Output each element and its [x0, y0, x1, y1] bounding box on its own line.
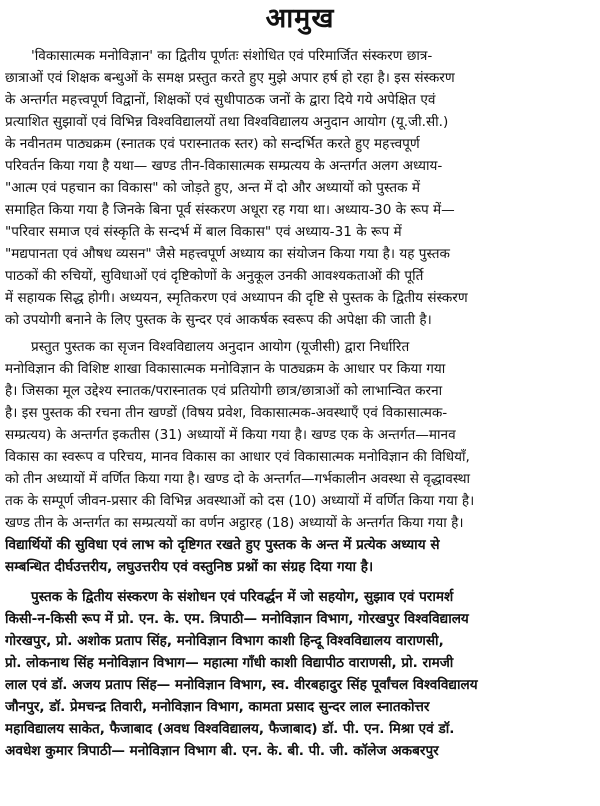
text-line: के अन्तर्गत महत्त्वपूर्ण विद्वानों, शिक्षकों एवं सुधीपाठक जनों के द्वारा दिये गये अपेक्षित एवं: [5, 92, 436, 108]
text-line: सम्प्रत्यय) के अन्तर्गत इकतीस (31) अध्यायों में किया गया है। खण्ड एक के अन्तर्गत—मानव: [5, 427, 456, 443]
text-line: के नवीनतम पाठ्यक्रम (स्नातक एवं परास्नातक स्तर) को सन्दर्भित करते हुए महत्त्वपूर्ण: [5, 136, 420, 152]
text-line: प्रो. लोकनाथ सिंह मनोविज्ञान विभाग— महात्मा गाँधी काशी विद्यापीठ वाराणसी, प्रो. रामजी: [5, 655, 454, 671]
text-line: है। जिसका मूल उद्देश्य स्नातक/परास्नातक एवं प्रतियोगी छात्र/छात्राओं को लाभान्वित करना: [5, 383, 443, 399]
paragraph-book-structure: [5, 336, 596, 578]
page-title: आमुख: [265, 3, 335, 34]
text-line: पाठकों की रुचियों, सुविधाओं एवं दृष्टिकोणों के अनुकूल उनकी आवश्यकताओं की पूर्ति: [5, 268, 424, 284]
text-line: महाविद्यालय साकेत, फैजाबाद (अवध विश्वविद्यालय, फैजाबाद) डॉ. पी. एन. मिश्रा एवं डॉ.: [5, 721, 455, 737]
text-line: किसी-न-किसी रूप में प्रो. एन. के. एम. त्रिपाठी— मनोविज्ञान विभाग, गोरखपुर विश्वविद्यालय: [5, 611, 469, 627]
text-line: पुस्तक के द्वितीय संस्करण के संशोधन एवं परिवर्द्धन में जो सहयोग, सुझाव एवं परामर्श: [31, 589, 454, 605]
paragraph-revision-intro: [5, 45, 596, 331]
text-line: खण्ड तीन के अन्तर्गत का सम्प्रत्ययों का वर्णन अट्ठारह (18) अध्यायों के अन्तर्गत किया गया है।: [5, 515, 464, 531]
document-body: [0, 45, 600, 762]
text-line: 'विकासात्मक मनोविज्ञान' का द्वितीय पूर्णतः संशोधित एवं परिमार्जित संस्करण छात्र-: [31, 48, 433, 64]
text-line: जौनपुर, डॉ. प्रेमचन्द्र तिवारी, मनोविज्ञान विभाग, कामता प्रसाद सुन्दर लाल स्नातकोत्तर: [5, 699, 430, 715]
text-line: विद्यार्थियों की सुविधा एवं लाभ को दृष्टिगत रखते हुए पुस्तक के अन्त में प्रत्येक अध्याय से: [5, 537, 440, 553]
text-line: परिवर्तन किया गया है यथा— खण्ड तीन-विकासात्मक सम्प्रत्यय के अन्तर्गत अलग अध्याय-: [5, 158, 443, 174]
text-line: अवधेश कुमार त्रिपाठी— मनोविज्ञान विभाग बी. एन. के. बी. पी. जी. कॉलेज अकबरपुर: [5, 743, 439, 759]
text-line: प्रस्तुत पुस्तक का सृजन विश्वविद्यालय अनुदान आयोग (यूजीसी) द्वारा निर्धारित: [31, 339, 410, 355]
text-line: विकास का स्वरूप व परिचय, मानव विकास का आधार एवं विकासात्मक मनोविज्ञान की विधियाँ,: [5, 449, 470, 465]
text-line: छात्राओं एवं शिक्षक बन्धुओं के समक्ष प्रस्तुत करते हुए मुझे अपार हर्ष हो रहा है। इस संस्करण: [5, 70, 455, 86]
text-line: "मद्यपानता एवं औषध व्यसन" जैसे महत्त्वपूर्ण अध्याय का संयोजन किया गया है। यह पुस्तक: [5, 246, 450, 262]
text-line: समाहित किया गया है जिनके बिना पूर्व संस्करण अधूरा रह गया था। अध्याय-30 के रूप में—: [5, 202, 455, 218]
text-line: है। इस पुस्तक की रचना तीन खण्डों (विषय प्रवेश, विकासात्मक-अवस्थाएँ एवं विकासात्मक-: [5, 405, 448, 421]
text-line: प्रत्याशित सुझावों एवं विभिन्न विश्वविद्यालयों तथा विश्वविद्यालय अनुदान आयोग (यू.जी.सी.): [5, 114, 449, 130]
text-line: तक के सम्पूर्ण जीवन-प्रसार की विभिन्न अवस्थाओं को दस (10) अध्यायों में वर्णित किया गया है।: [5, 493, 475, 509]
text-line: "परिवार समाज एवं संस्कृति के सन्दर्भ में बाल विकास" एवं अध्याय-31 के रूप में: [5, 224, 402, 240]
text-line: को तीन अध्यायों में वर्णित किया गया है। खण्ड दो के अन्तर्गत—गर्भकालीन अवस्था से वृद्धावस्था: [5, 471, 471, 487]
text-line: सम्बन्धित दीर्घउत्तरीय, लघुउत्तरीय एवं वस्तुनिष्ठ प्रश्नों का संग्रह दिया गया है।: [5, 559, 374, 575]
text-line: मनोविज्ञान की विशिष्ट शाखा विकासात्मक मनोविज्ञान के पाठ्यक्रम के आधार पर किया गया: [5, 361, 446, 377]
text-line: "आत्म एवं पहचान का विकास" को जोड़ते हुए, अन्त में दो और अध्यायों को पुस्तक में: [5, 180, 420, 196]
paragraph-acknowledgements: [5, 586, 596, 762]
text-line: गोरखपुर, प्रो. अशोक प्रताप सिंह, मनोविज्ञान विभाग काशी हिन्दू विश्वविद्यालय वाराणसी,: [5, 633, 444, 649]
text-line: लाल एवं डॉ. अजय प्रताप सिंह— मनोविज्ञान विभाग, स्व. वीरबहादुर सिंह पूर्वांचल विश्वविद्यालय: [5, 677, 478, 693]
text-line: में सहायक सिद्ध होगी। अध्ययन, स्मृतिकरण एवं अध्यापन की दृष्टि से पुस्तक के द्वितीय संस्करण: [5, 290, 468, 306]
text-line: को उपयोगी बनाने के लिए पुस्तक के सुन्दर एवं आकर्षक स्वरूप की अपेक्षा की जाती है।: [5, 312, 432, 328]
